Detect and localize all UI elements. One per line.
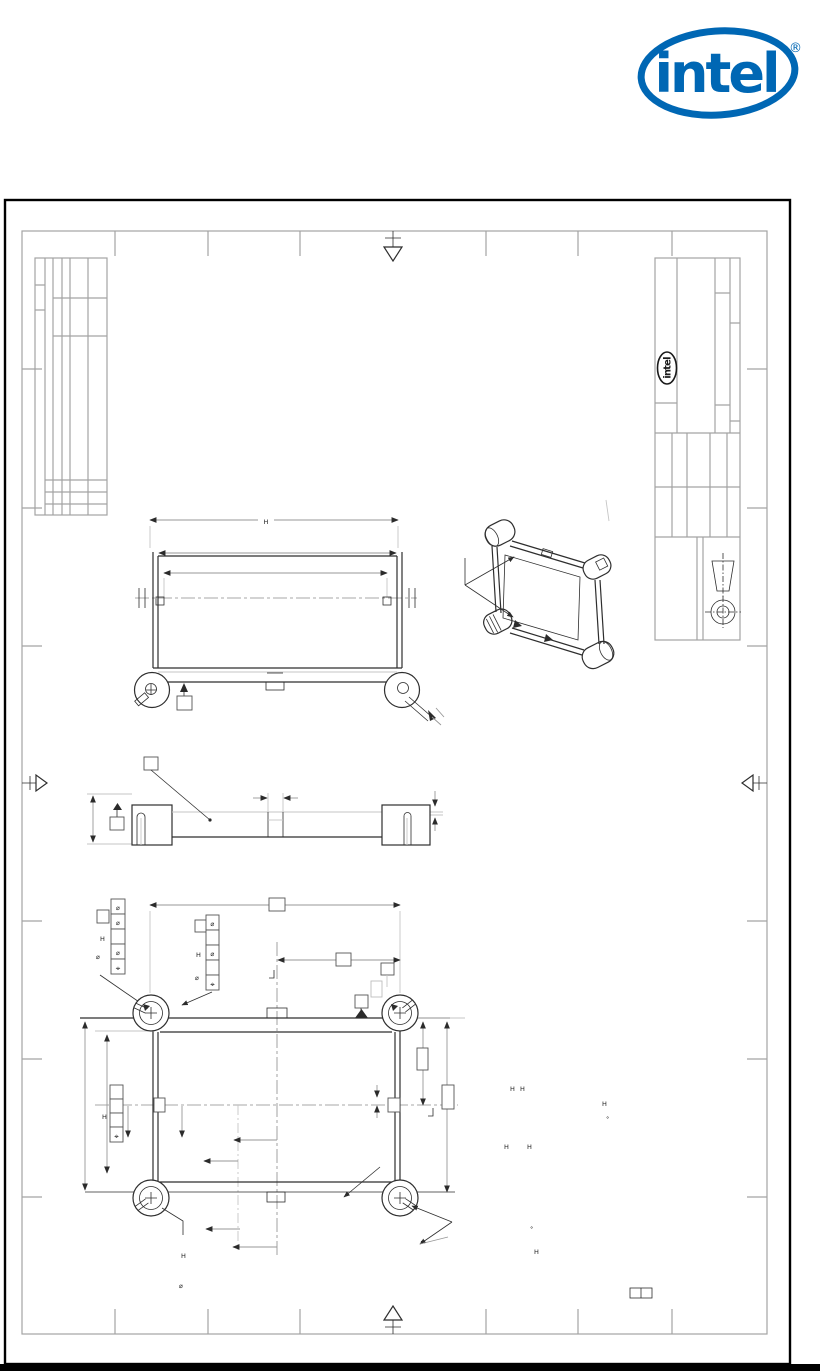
svg-text:H: H (510, 1085, 515, 1093)
side-view-dimensions (87, 791, 443, 844)
svg-text:⌀: ⌀ (96, 953, 100, 961)
projection-symbol (705, 553, 741, 628)
plan-dimensions-top (150, 905, 400, 993)
side-view (87, 757, 443, 845)
iso-boss-bottom-left (481, 606, 515, 637)
scale-box (630, 1288, 652, 1298)
iso-boss-top-left (482, 516, 519, 549)
isometric-view (465, 500, 617, 672)
title-block-intel-logo (658, 352, 677, 384)
svg-text:H: H (196, 951, 201, 959)
dim-value-box (336, 953, 351, 966)
svg-text:H: H (181, 1252, 186, 1260)
iso-boss-top-right (580, 552, 614, 583)
svg-text:⌀: ⌀ (195, 974, 199, 982)
iso-boss-bottom-right (579, 638, 618, 672)
plan-corner-circles (133, 995, 418, 1216)
feature-control-frame-1 (96, 899, 142, 1004)
dim-value-box (417, 1048, 428, 1070)
iso-leaders (465, 557, 553, 642)
side-datum-flag (110, 803, 124, 830)
svg-text:H: H (527, 1143, 532, 1151)
dim-value-box (269, 898, 285, 911)
corner-circle-top-right (382, 995, 418, 1031)
center-marker-left (22, 775, 47, 791)
feature-control-frame-3 (102, 1085, 123, 1142)
intel-logo (638, 26, 802, 121)
svg-text:H: H (100, 935, 105, 943)
svg-text:⌀: ⌀ (116, 949, 120, 957)
center-marker-bottom (384, 1306, 402, 1334)
svg-text:⌖: ⌖ (210, 980, 215, 989)
svg-text:H: H (520, 1085, 525, 1093)
title-block (655, 258, 741, 640)
dim-value-box (154, 1098, 165, 1112)
svg-text:⌀: ⌀ (116, 904, 120, 912)
side-body (132, 805, 430, 845)
dim-value-box (442, 1085, 454, 1109)
sheet-bottom-edge (0, 1364, 820, 1371)
dim-label-h: H (263, 518, 269, 526)
plan-view (80, 898, 609, 1290)
svg-text:⌖: ⌖ (115, 964, 121, 973)
feature-control-frame-2 (182, 915, 219, 1005)
corner-circle-bottom-right (382, 1180, 418, 1216)
hook-symbol (269, 970, 433, 1116)
svg-text:H: H (602, 1100, 607, 1108)
front-view (135, 515, 445, 725)
svg-text:⌀: ⌀ (116, 919, 120, 927)
front-view-dimensions (150, 520, 398, 598)
center-marker-top (384, 231, 402, 261)
svg-text:°: ° (606, 1115, 610, 1123)
svg-text:°: ° (530, 1225, 534, 1233)
corner-circle-bottom-left (133, 1180, 169, 1216)
plan-left-leaders (204, 1140, 277, 1247)
registered-mark: ® (789, 41, 802, 56)
front-datum-flag (177, 683, 192, 710)
svg-text:intel: intel (662, 357, 674, 379)
front-corner-right (385, 673, 445, 726)
svg-text:H: H (102, 1113, 107, 1121)
corner-circle-top-left (133, 995, 169, 1031)
svg-text:⌀: ⌀ (179, 1282, 183, 1290)
dim-value-box (388, 1098, 400, 1112)
front-corner-left (135, 673, 170, 708)
center-marker-right (742, 775, 767, 791)
svg-text:H: H (504, 1143, 509, 1151)
svg-text:⌖: ⌖ (114, 1132, 119, 1141)
intel-logo-text: intel (654, 42, 778, 105)
svg-text:⌀: ⌀ (210, 950, 215, 958)
revision-table (35, 258, 107, 515)
svg-text:H: H (534, 1248, 539, 1256)
svg-text:⌀: ⌀ (210, 920, 215, 928)
